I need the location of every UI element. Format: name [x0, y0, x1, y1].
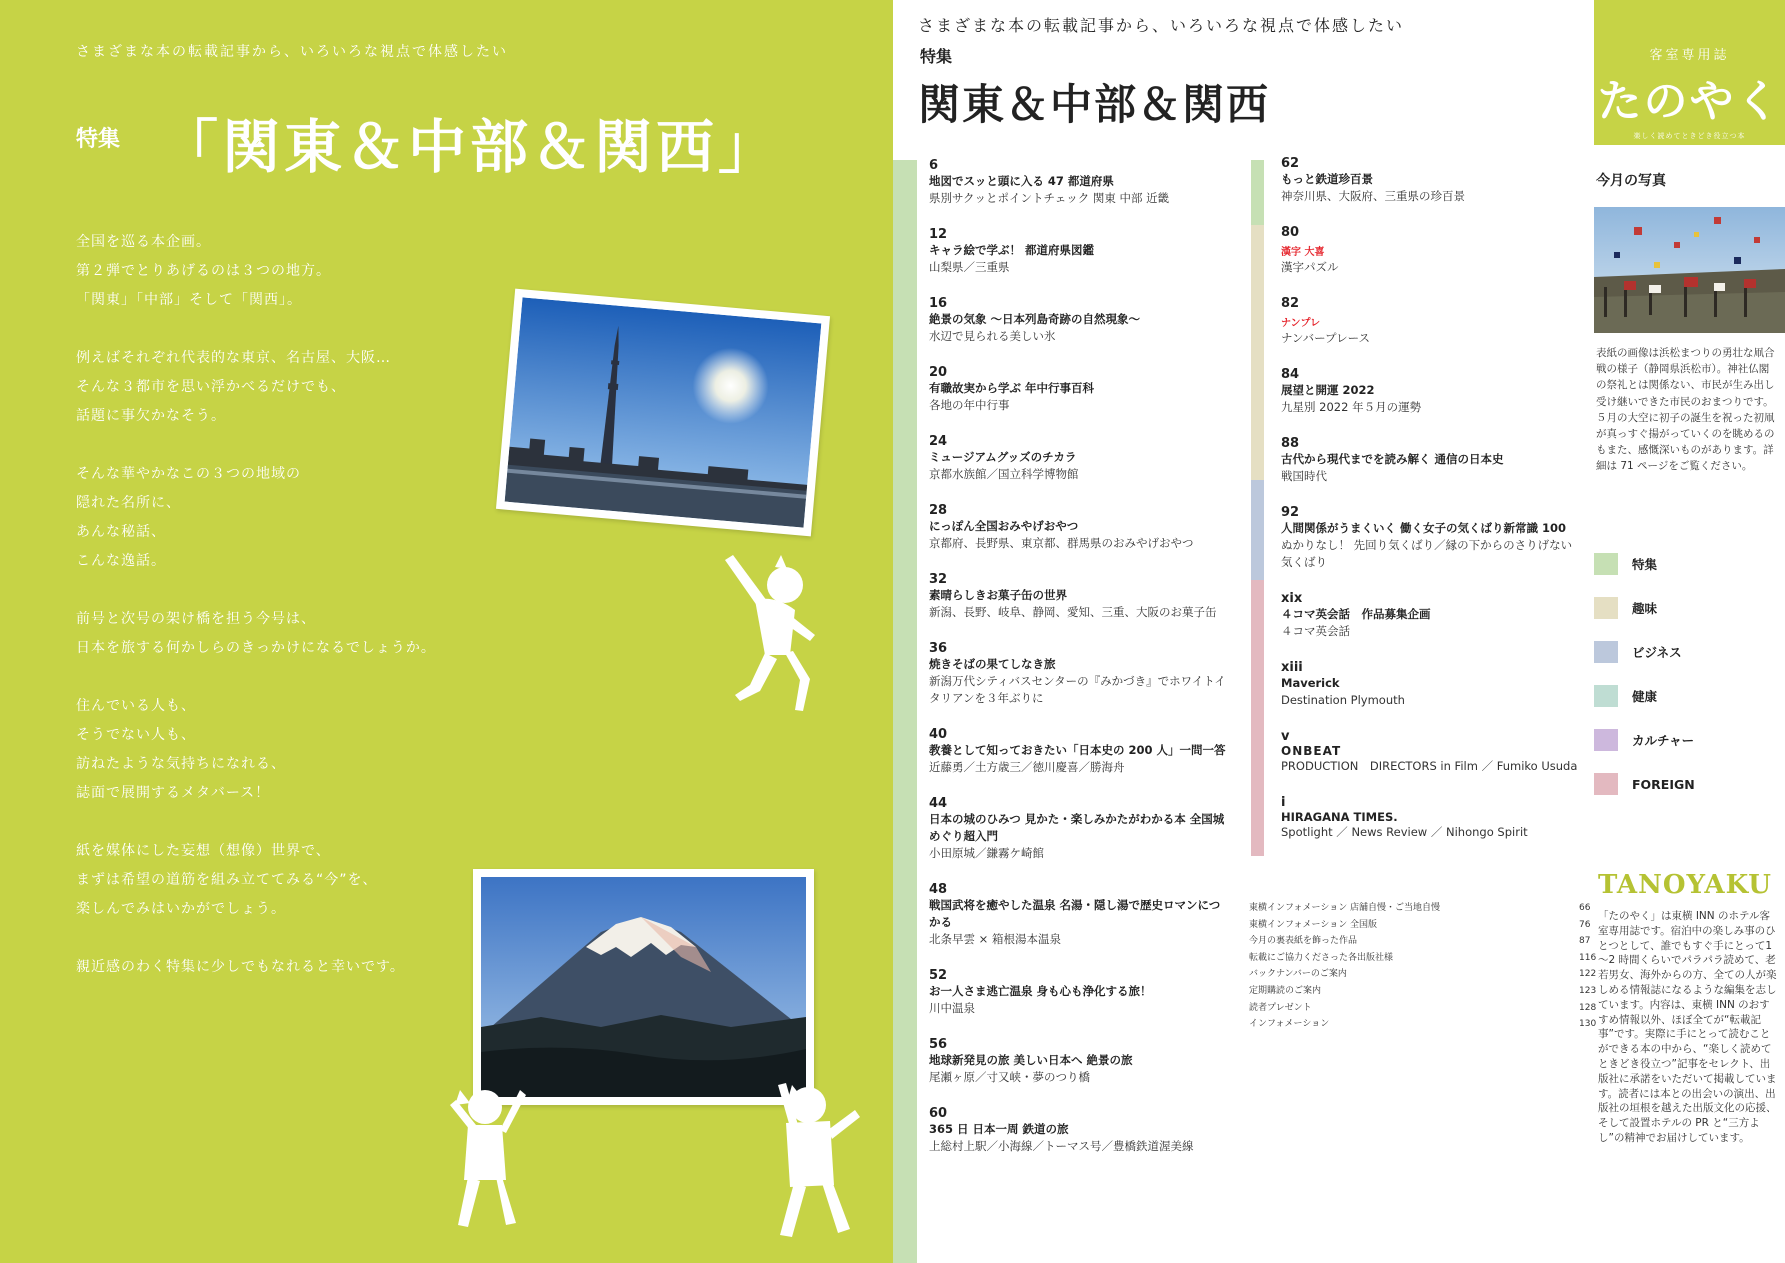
toc-title: 古代から現代までを読み解く 通信の日本史: [1281, 452, 1504, 466]
toc-subtitle: 新潟、長野、岐阜、静岡、愛知、三重、大阪のお菓子缶: [929, 605, 1217, 619]
toc-entry: [1281, 296, 1581, 347]
toc-page-number: 60: [929, 1106, 948, 1121]
left-body-text: [76, 228, 496, 982]
body-line: 楽しんでみはいかがでしょう。: [76, 901, 286, 917]
info-row: [1249, 933, 1609, 950]
toc-title: ４コマ英会話 作品募集企画: [1281, 607, 1431, 621]
cover-photo-description: 表紙の画像は浜松まつりの勇壮な凧合戦の様子（静岡県浜松市）。神社仏閣の祭礼とは関係ない、市民が生み出し受け継いできた市民のおまつりです。５月の大空に初子の誕生を祝った初凧が真っすぐ揚がっていくのを眺めるのもまた、感慨深いものがあります。詳細は 71 ページをご覧ください。: [1596, 347, 1775, 473]
cover-photo-kite-festival: [1594, 207, 1785, 333]
toc-page-number: 32: [929, 572, 948, 587]
mount-fuji-photo: [473, 869, 814, 1105]
body-spacer: [76, 924, 496, 953]
info-row: [1249, 966, 1609, 983]
toc-title: ミュージアムグッズのチカラ: [929, 450, 1077, 464]
toc-entry: [929, 434, 1229, 483]
tanoyaku-logo: [1594, 0, 1785, 145]
left-tokushu-label: 特集: [76, 127, 121, 152]
toc-subtitle: 上総村上駅／小海線／トーマス号／豊橋鉄道渥美線: [929, 1139, 1194, 1153]
toc-page-number: v: [1281, 729, 1290, 744]
toc-subtitle: 京都府、長野県、東京都、群馬県のおみやげおやつ: [929, 536, 1194, 550]
info-list: [1249, 900, 1609, 1033]
toc-page-number: 12: [929, 227, 948, 242]
toc-page-number: 84: [1281, 367, 1300, 382]
toc-subtitle: 京都水族館／国立科学博物館: [929, 467, 1079, 481]
info-label: 東横インフォメーション 店舗自慢・ご当地自慢: [1249, 903, 1441, 913]
toc-page-number: 28: [929, 503, 948, 518]
toc-entry: [1281, 729, 1581, 775]
body-line: 訪ねたような気持ちになれる、: [76, 756, 286, 772]
info-page: 122: [1579, 969, 1597, 980]
toc-title: 展望と開運 2022: [1281, 383, 1375, 397]
toc-entry: [929, 503, 1229, 552]
body-line: 話題に事欠かなそう。: [76, 408, 226, 424]
toc-title: もっと鉄道珍百景: [1281, 172, 1373, 186]
body-spacer: [76, 808, 496, 837]
toc-page-number: 62: [1281, 156, 1300, 171]
right-tokushu-label: 特集: [920, 47, 953, 66]
legend-label: 健康: [1632, 689, 1658, 704]
info-row: [1249, 1000, 1609, 1017]
character-silhouette-right: [760, 1075, 870, 1245]
toc-title: 地球新発見の旅 美しい日本へ 絶景の旅: [929, 1053, 1133, 1067]
toc-title: 戦国武将を癒やした温泉 名湯・隠し湯で歴史ロマンにつかる: [929, 898, 1221, 929]
toc-page-number: xiii: [1281, 660, 1303, 675]
toc-entry: [929, 968, 1229, 1017]
body-line: 例えばそれぞれ代表的な東京、名古屋、大阪…: [76, 350, 391, 366]
toc-badge: ナンプレ: [1281, 318, 1321, 329]
legend-item: [1594, 773, 1774, 795]
body-spacer: [76, 576, 496, 605]
body-line: 紙を媒体にした妄想（想像）世界で、: [76, 843, 331, 859]
body-spacer: [76, 663, 496, 692]
legend-swatch: [1594, 553, 1618, 575]
toc-title: キャラ絵で学ぶ！ 都道府県図鑑: [929, 243, 1095, 257]
toc-entry: [929, 796, 1229, 862]
body-line: そんな３都市を思い浮かべるだけでも、: [76, 379, 346, 395]
info-row: [1249, 900, 1609, 917]
body-spacer: [76, 315, 496, 344]
toc-title: 絶景の気象 ～日本列島奇跡の自然現象～: [929, 312, 1141, 326]
toc-subtitle: 山梨県／三重県: [929, 260, 1010, 274]
body-line: そんな華やかなこの３つの地域の: [76, 466, 301, 482]
legend-swatch: [1594, 773, 1618, 795]
info-row: [1249, 983, 1609, 1000]
body-line: 日本を旅する何かしらのきっかけになるでしょうか。: [76, 640, 436, 656]
toc-subtitle: 尾瀬ヶ原／寸又峡・夢のつり橋: [929, 1070, 1090, 1084]
toc-subtitle: 近藤勇／土方歳三／徳川慶喜／勝海舟: [929, 760, 1125, 774]
toc-title: 素晴らしきお菓子缶の世界: [929, 588, 1067, 602]
legend-label: カルチャー: [1632, 733, 1695, 748]
toc-title: 地図でスッと頭に入る 47 都道府県: [929, 174, 1114, 188]
legend-label: ビジネス: [1632, 645, 1682, 660]
legend-item: [1594, 553, 1774, 575]
toc-title: 教養として知っておきたい「日本史の 200 人」一問一答: [929, 743, 1226, 757]
info-page: 123: [1579, 985, 1597, 996]
legend-item: [1594, 685, 1774, 707]
toc-subtitle: 県別サクッとポイントチェック 関東 中部 近畿: [929, 191, 1170, 205]
body-line: 第２弾でとりあげるのは３つの地方。: [76, 263, 331, 279]
toc-title: 日本の城のひみつ 見かた・楽しみかたがわかる本 全国城めぐり超入門: [929, 812, 1225, 843]
toc-hiragana-logo: HIRAGANA TIMES.: [1281, 810, 1398, 824]
toc-page-number: 52: [929, 968, 948, 983]
toc-page-number: i: [1281, 795, 1286, 810]
toc-entry: [1281, 436, 1581, 485]
toc-subtitle: 北条早雲 × 箱根湯本温泉: [929, 932, 1061, 946]
toc-entry: [929, 158, 1229, 207]
legend-label: 趣味: [1632, 601, 1658, 616]
info-page: 128: [1579, 1002, 1597, 1013]
body-spacer: [76, 431, 496, 460]
legend-label: 特集: [1632, 557, 1658, 572]
body-line: 誌面で展開するメタバース！: [76, 785, 271, 801]
info-row: [1249, 917, 1609, 934]
info-label: インフォメーション: [1249, 1019, 1330, 1030]
toc-entry: [929, 1037, 1229, 1086]
toc-page-number: 48: [929, 882, 948, 897]
info-page: 87: [1579, 936, 1591, 947]
body-line: 親近感のわく特集に少しでもなれると幸いです。: [76, 959, 405, 975]
info-label: 定期購読のご案内: [1249, 985, 1322, 996]
toc-subtitle: 九星別 2022 年５月の運勢: [1281, 400, 1422, 414]
body-line: まずは希望の道筋を組み立ててみる“今”を、: [76, 872, 378, 888]
toc-entry: [929, 727, 1229, 776]
toc-column-2: [1281, 156, 1581, 861]
toc-title: Maverick: [1281, 676, 1340, 690]
toc-page-number: 44: [929, 796, 948, 811]
toc-entry: [1281, 505, 1581, 571]
toc-entry: [929, 296, 1229, 345]
tanoyaku-description: 「たのやく」は東横 INN のホテル客室専用誌です。宿泊中の楽しみ事のひとつとして、誰でもすぐ手にとって1～2 時間くらいでパラパラ読めて、老若男女、海外からの方、全ての人が楽しめる情報誌になるような編集を志しています。内容は、東横 INN のおすすめ情報以外、ほぼ全てが“転載記事”です。実際に手にとって読むことができる本の中から、“楽しく読めてときどき役立つ”記事をセレクト、出版社に承諾をいただいて掲載しています。読者には本との出会いの演出、出版社の垣根を越えた出版文化の応援、そして設置ホテルの PR と“三方よし”の精神でお届けしています。: [1598, 910, 1777, 1144]
toc-subtitle: 水辺で見られる美しい氷: [929, 329, 1056, 343]
toc-subtitle: ４コマ英会話: [1281, 624, 1350, 638]
legend-label: FOREIGN: [1632, 776, 1695, 792]
info-label: 東横インフォメーション 全国版: [1249, 919, 1378, 930]
toc-page-number: 24: [929, 434, 948, 449]
body-line: 前号と次号の架け橋を担う今号は、: [76, 611, 316, 627]
toc-page-number: 56: [929, 1037, 948, 1052]
toc-page-number: 36: [929, 641, 948, 656]
toc-title: 365 日 日本一周 鉄道の旅: [929, 1122, 1069, 1136]
right-lead: さまざまな本の転載記事から、いろいろな視点で体感したい: [918, 16, 1405, 35]
toc-onbeat-logo: ONBEAT: [1281, 744, 1342, 758]
toc-entry: [929, 365, 1229, 414]
legend-item: [1594, 641, 1774, 663]
toc-page-number: 20: [929, 365, 948, 380]
logo-wordmark: たのやく: [1597, 76, 1782, 127]
toc-entry: [1281, 660, 1581, 709]
right-feature-title: 関東＆中部＆関西: [918, 80, 1271, 129]
toc-subtitle: Spotlight ／ News Review ／ Nihongo Spirit: [1281, 825, 1528, 839]
photo-of-month-heading: 今月の写真: [1596, 173, 1666, 189]
toc-title: お一人さま逃亡温泉 身も心も浄化する旅！: [929, 984, 1152, 998]
toc-subtitle: ぬかりなし！ 先回り気くばり／縁の下からのさりげない気くばり: [1281, 538, 1573, 569]
toc-entry: [929, 227, 1229, 276]
toc-subtitle: 小田原城／鎌霧ケ崎館: [929, 846, 1044, 860]
info-label: 今月の裏表紙を飾った作品: [1249, 936, 1358, 947]
toc-subtitle: 川中温泉: [929, 1001, 975, 1015]
info-row: [1249, 1016, 1609, 1033]
toc-column-1: [929, 158, 1229, 1175]
toc-subtitle: 各地の年中行事: [929, 398, 1010, 412]
toc-subtitle: 新潟万代シティバスセンターの『みかづき』でホワイトイタリアンを３年ぶりに: [929, 674, 1226, 705]
body-line: 全国を巡る本企画。: [76, 234, 211, 250]
toc-entry: [929, 572, 1229, 621]
legend-item: [1594, 729, 1774, 751]
toc-page-number: xix: [1281, 591, 1303, 606]
character-silhouette-left: [440, 1085, 530, 1235]
body-line: 隠れた名所に、: [76, 495, 181, 511]
left-feature-title: 「関東＆中部＆関西」: [160, 113, 781, 181]
left-lead: さまざまな本の転載記事から、いろいろな視点で体感したい: [76, 44, 508, 60]
toc-entry: [1281, 367, 1581, 416]
toc-title: にっぽん全国おみやげおやつ: [929, 519, 1079, 533]
category-bar-foreign: [1251, 580, 1264, 856]
body-line: そうでない人も、: [76, 727, 196, 743]
toc-subtitle: Destination Plymouth: [1281, 693, 1405, 707]
toc-subtitle: 漢字パズル: [1281, 260, 1339, 274]
toc-title: 有職故実から学ぶ 年中行事百科: [929, 381, 1095, 395]
info-page: 76: [1579, 919, 1591, 930]
toc-entry: [1281, 591, 1581, 640]
body-line: 住んでいる人も、: [76, 698, 196, 714]
toc-badge: 漢字 大喜: [1281, 247, 1325, 258]
toc-subtitle: 戦国時代: [1281, 469, 1327, 483]
legend-swatch: [1594, 641, 1618, 663]
info-label: 読者プレゼント: [1249, 1002, 1312, 1013]
toc-page-number: 88: [1281, 436, 1300, 451]
toc-page-number: 6: [929, 158, 939, 173]
toc-page-number: 80: [1281, 225, 1300, 240]
body-line: こんな逸話。: [76, 553, 166, 569]
toc-entry: [1281, 225, 1581, 276]
toc-title: 人間関係がうまくいく 働く女子の気くばり新常識 100: [1281, 521, 1567, 535]
toc-entry: [929, 641, 1229, 707]
toc-entry: [929, 882, 1229, 948]
toc-title: 焼きそばの果てしなき旅: [929, 657, 1056, 671]
category-bar-feature: [1251, 160, 1264, 225]
body-line: 「関東」「中部」そして「関西」。: [76, 292, 302, 308]
toc-entry: [1281, 156, 1581, 205]
toc-page-number: 92: [1281, 505, 1300, 520]
legend-item: [1594, 597, 1774, 619]
info-page: 66: [1579, 903, 1591, 913]
character-silhouette-top: [715, 555, 825, 715]
info-page: 116: [1579, 952, 1597, 963]
category-bar-hobby: [1251, 225, 1264, 480]
category-spine-bar: [893, 160, 917, 1263]
toc-page-number: 40: [929, 727, 948, 742]
toc-subtitle: PRODUCTION DIRECTORS in Film ／ Fumiko Usuda: [1281, 759, 1578, 773]
toc-subtitle: ナンバープレース: [1281, 331, 1371, 345]
toc-page-number: 82: [1281, 296, 1300, 311]
legend-swatch: [1594, 597, 1618, 619]
skytree-photo: [496, 289, 830, 537]
legend-swatch: [1594, 685, 1618, 707]
toc-entry: [1281, 795, 1581, 841]
legend-swatch: [1594, 729, 1618, 751]
toc-entry: [929, 1106, 1229, 1155]
logo-subtitle: 客室専用誌: [1649, 48, 1730, 63]
category-bar-business: [1251, 480, 1264, 580]
toc-subtitle: 神奈川県、大阪府、三重県の珍百景: [1281, 189, 1465, 203]
tanoyaku-wordmark: TANOYAKU: [1598, 870, 1772, 900]
info-page: 130: [1579, 1019, 1597, 1030]
logo-tagline: 楽しく読めてときどき役立つ本: [1633, 132, 1746, 140]
info-row: [1249, 950, 1609, 967]
info-label: バックナンバーのご案内: [1249, 969, 1347, 980]
info-label: 転載にご協力くださった各出版社様: [1249, 952, 1394, 963]
toc-page-number: 16: [929, 296, 948, 311]
body-line: あんな秘話、: [76, 524, 166, 540]
